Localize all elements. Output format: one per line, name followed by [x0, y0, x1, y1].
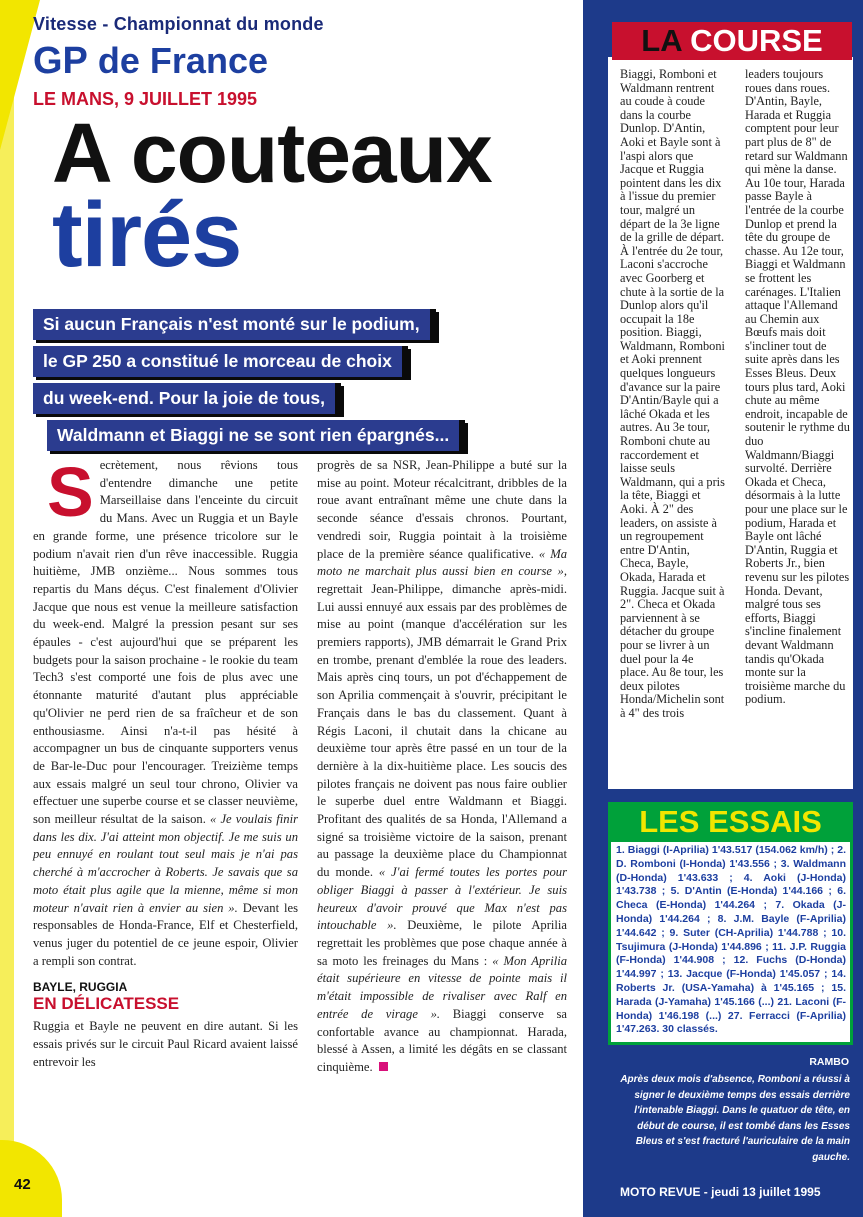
article-quote: « Mon Aprilia était supérieure en vitesse de pointe mais il m'était impossible de rivaliser avec Ralf en entrée de virage ».: [317, 953, 567, 1021]
article-paragraph: Ruggia et Bayle ne peuvent en dire autant. Si les essais privés sur le circuit Paul Ricard avaient laissé entrevoir les: [33, 1019, 298, 1069]
article-column-1: [33, 453, 298, 1072]
course-title-rest: COURSE: [681, 23, 823, 58]
headline: [52, 106, 492, 286]
standfirst-line: Waldmann et Biaggi ne se sont rien épargnés...: [47, 420, 465, 451]
headline-line2: tirés: [52, 184, 242, 286]
standfirst-line: du week-end. Pour la joie de tous,: [33, 383, 341, 414]
page-number-tab: [0, 1140, 62, 1217]
article-paragraph: Deuxième, le pilote Aprilia regrettait les problèmes que pose chaque année à sa moto les freinages du Mans :: [317, 918, 567, 968]
caption-label: RAMBO: [809, 1056, 849, 1068]
gp-title: [33, 40, 268, 83]
end-mark-icon: [379, 1062, 388, 1071]
gp-label: GP: [33, 40, 88, 82]
article-paragraph: progrès de sa NSR, Jean-Philippe a buté sur la mise au point. Moteur récalcitrant, dribbles de la roue avant entraînant même une chute dans la seconde séance d'essais chronos. Pourtant, vendredi soir, Ruggia pointait à la troisième place de la première séance qualificative.: [317, 458, 567, 561]
article-paragraph: Biaggi conserve sa confortable avance au championnat. Harada, blessé à Assen, a limité les dégâts en se classant cinquième.: [317, 1006, 568, 1074]
article-paragraph: regrettait Jean-Philippe, dimanche après-midi. Lui aussi ennuyé aux essais par des problèmes de mise au point (manque d'accélération sur les premiers rapports), JMB démarrait le Grand Prix en trombe, prenant d'emblée la roue des leaders. Mais après cinq tours, un pot d'échappement de son Aprilia commençait à s'ouvrir, précipitant le Français dans le bas du classement. Quant à Régis Laconi, il chutait dans la chicane au deuxième tour après être passé en un tour de la dernière à la dix-huitième place. Les soucis des pilotes français ne doivent pas nous faire oublier le superbe duel entre Waldmann et Biaggi. Profitant des qualités de sa Honda, l'Allemand a signé sa troisième victoire de la saison, prenant au passage la deuxième place du Championnat du monde.: [317, 581, 567, 880]
essais-title: LES ESSAIS: [608, 802, 853, 842]
article-paragraph: Devant les responsables de Honda-France, Elf et Chesterfield, venus juger du potentiel de ce jeune espoir, Olivier a rempli son contrat.: [33, 900, 298, 968]
article-quote: « J'ai fermé toutes les portes pour obliger Biaggi à passer à l'extérieur. Je suis heureux d'avoir prouvé que Max n'est pas intouchable ».: [317, 865, 567, 933]
course-column-b: leaders toujours roues dans roues. D'Antin, Bayle, Harada et Ruggia comptent pour leur part plus de 8" de retard sur Waldmann qui mène la danse. Au 10e tour, Harada passe Bayle à l'entrée de la courbe Dunlop et prend la tête du groupe de chasse. Au 12e tour, Biaggi et Waldmann se frottent les carénages. L'Italien attaque l'Allemand au Chemin aux Bœufs mais doit s'incliner tout de suite après dans les Esses Bleus. Deux tours plus tard, Aoki chute au même endroit, incapable de soutenir le rythme du duo Waldmann/Biaggi survolté. Derrière Okada et Checa, désormais à la lutte pour une place sur le podium, Harada et Bayle ont lâché D'Antin, Ruggia et Roberts Jr., bien revenu sur les pilotes Honda. Devant, malgré tous ses efforts, Biaggi s'incline finalement devant Waldmann tandis qu'Okada monte sur la troisième marche du podium.: [745, 67, 850, 707]
subheading: EN DÉLICATESSE: [33, 994, 180, 1014]
article-column-2: [317, 457, 567, 1077]
photo-caption: Après deux mois d'absence, Romboni a réussi à signer le deuxième temps des essais derrière l'intenable Biaggi. Dans le quatuor de tête, en début de course, il est tombé dans les Esses Bleus et s'est fracturé l'auriculaire de la main gauche.: [620, 1074, 850, 1163]
article-quote: « Je voulais finir dans les dix. J'ai atteint mon objectif. Je me suis un peu ennuyé en roulant tout seul mais je n'ai pas cherché à m'accrocher à Roberts. Je savais que sa moto était plus agile que la mienne, même si mon moteur n'avait rien à envier au sien ».: [33, 812, 298, 915]
standfirst: [33, 309, 553, 457]
standfirst-line: le GP 250 a constitué le morceau de choix: [33, 346, 408, 377]
magazine-footer: MOTO REVUE - jeudi 13 juillet 1995: [620, 1185, 821, 1199]
standfirst-line: Si aucun Français n'est monté sur le podium,: [33, 309, 436, 340]
course-title: [612, 22, 852, 60]
section-kicker: Vitesse - Championnat du monde: [33, 14, 324, 34]
article-quote: « Ma moto ne marchait plus aussi bien en course »,: [317, 546, 567, 579]
page-number: 42: [14, 1176, 31, 1193]
course-column-a: Biaggi, Romboni et Waldmann rentrent au coude à coude dans la courbe Dunlop. D'Antin, Aoki et Bayle sont à l'aspi alors que Jacque et Ruggia pointent dans les dix à l'issue du premier tour, malgré un départ de la 3e ligne de la grille de départ. À l'entrée du 2e tour, Laconi s'accroche avec Goorberg et chute à la sortie de la Dunlop alors qu'il occupait la 18e position. Biaggi, Waldmann, Romboni et Aoki prennent quelques longueurs d'avance sur la paire D'Antin/Bayle qui a lâché Okada et les autres. Au 3e tour, Romboni chute au raccordement et laisse seuls Waldmann, qui a pris la tête, Biaggi et Aoki. À 2" des leaders, on assiste à un regroupement entre D'Antin, Checa, Bayle, Okada, Harada et Ruggia. Jacque suit à 2". Checa et Okada parviennent à se détacher du groupe pour se livrer à un duel pour la 4e place. Au 8e tour, les deux pilotes Honda/Michelin sont à 4" des trois: [620, 67, 725, 720]
article-paragraph: ecrètement, nous rêvions tous d'entendre dimanche une petite Marseillaise dans l'enceinte du circuit du Mans. Avec un Ruggia et un Bayle en grande forme, une présence tricolore sur le podium n'avait rien d'un rêve inaccessible. Ruggia huitième, JMB onzième... Nous sommes tous repartis du Mans déçus. C'est finalement d'Olivier Jacque que nous est venue la meilleure satisfaction du week-end. Malgré la pression pesant sur ses épaules - c'est aujourd'hui que se préparent les budgets pour la saison prochaine - le rookie du team Tech3 s'est comporté une fois de plus avec une étonnante maturité d'autant plus appréciable qu'Olivier ne perd rien de sa fraîcheur et de son enthousiasme. Ainsi n'a-t-il pas hésité à accompagner un bus de cinquante supporters venus de Bar-le-Duc pour l'encourager. Treizième temps aux essais malgré un seul tour chrono, Olivier va effectuer une superbe course et se classer neuvième, son meilleur résultat de la saison.: [33, 458, 298, 827]
drop-cap: S: [47, 453, 94, 531]
course-title-la: LA: [641, 23, 682, 58]
yellow-margin-strip: [0, 0, 14, 1217]
gp-title-rest: de France: [97, 40, 268, 81]
headline-line1: A couteaux: [52, 106, 492, 200]
essais-results: 1. Biaggi (I-Aprilia) 1'43.517 (154.062 km/h) ; 2. D. Romboni (I-Honda) 1'43.556 ; 3. Waldmann (D-Honda) 1'43.633 ; 4. Aoki (J-Honda) 1'43.738 ; 5. D'Antin (E-Honda) 1'44.166 ; 6. Checa (E-Honda) 1'44.264 ; 7. Okada (J-Honda) 1'44.264 ; 8. J.M. Bayle (F-Aprilia) 1'44.642 ; 9. Suter (CH-Aprilia) 1'44.788 ; 10. Tsujimura (J-Honda) 1'44.896 ; 11. J.P. Ruggia (F-Honda) 1'44.908 ; 12. Fuchs (D-Honda) 1'44.997 ; 13. Jacque (F-Honda) 1'45.057 ; 14. Roberts Jr. (USA-Yamaha) à 1'45.165 ; 15. Harada (J-Yamaha) 1'45.166 (...) 21. Laconi (F-Honda) 1'46.198 (...) 27. Ferracci (F-Aprilia) 1'47.263. 30 classés.: [616, 844, 846, 1036]
subheading-small: BAYLE, RUGGIA: [33, 980, 128, 995]
dateline: LE MANS, 9 JUILLET 1995: [33, 89, 258, 109]
